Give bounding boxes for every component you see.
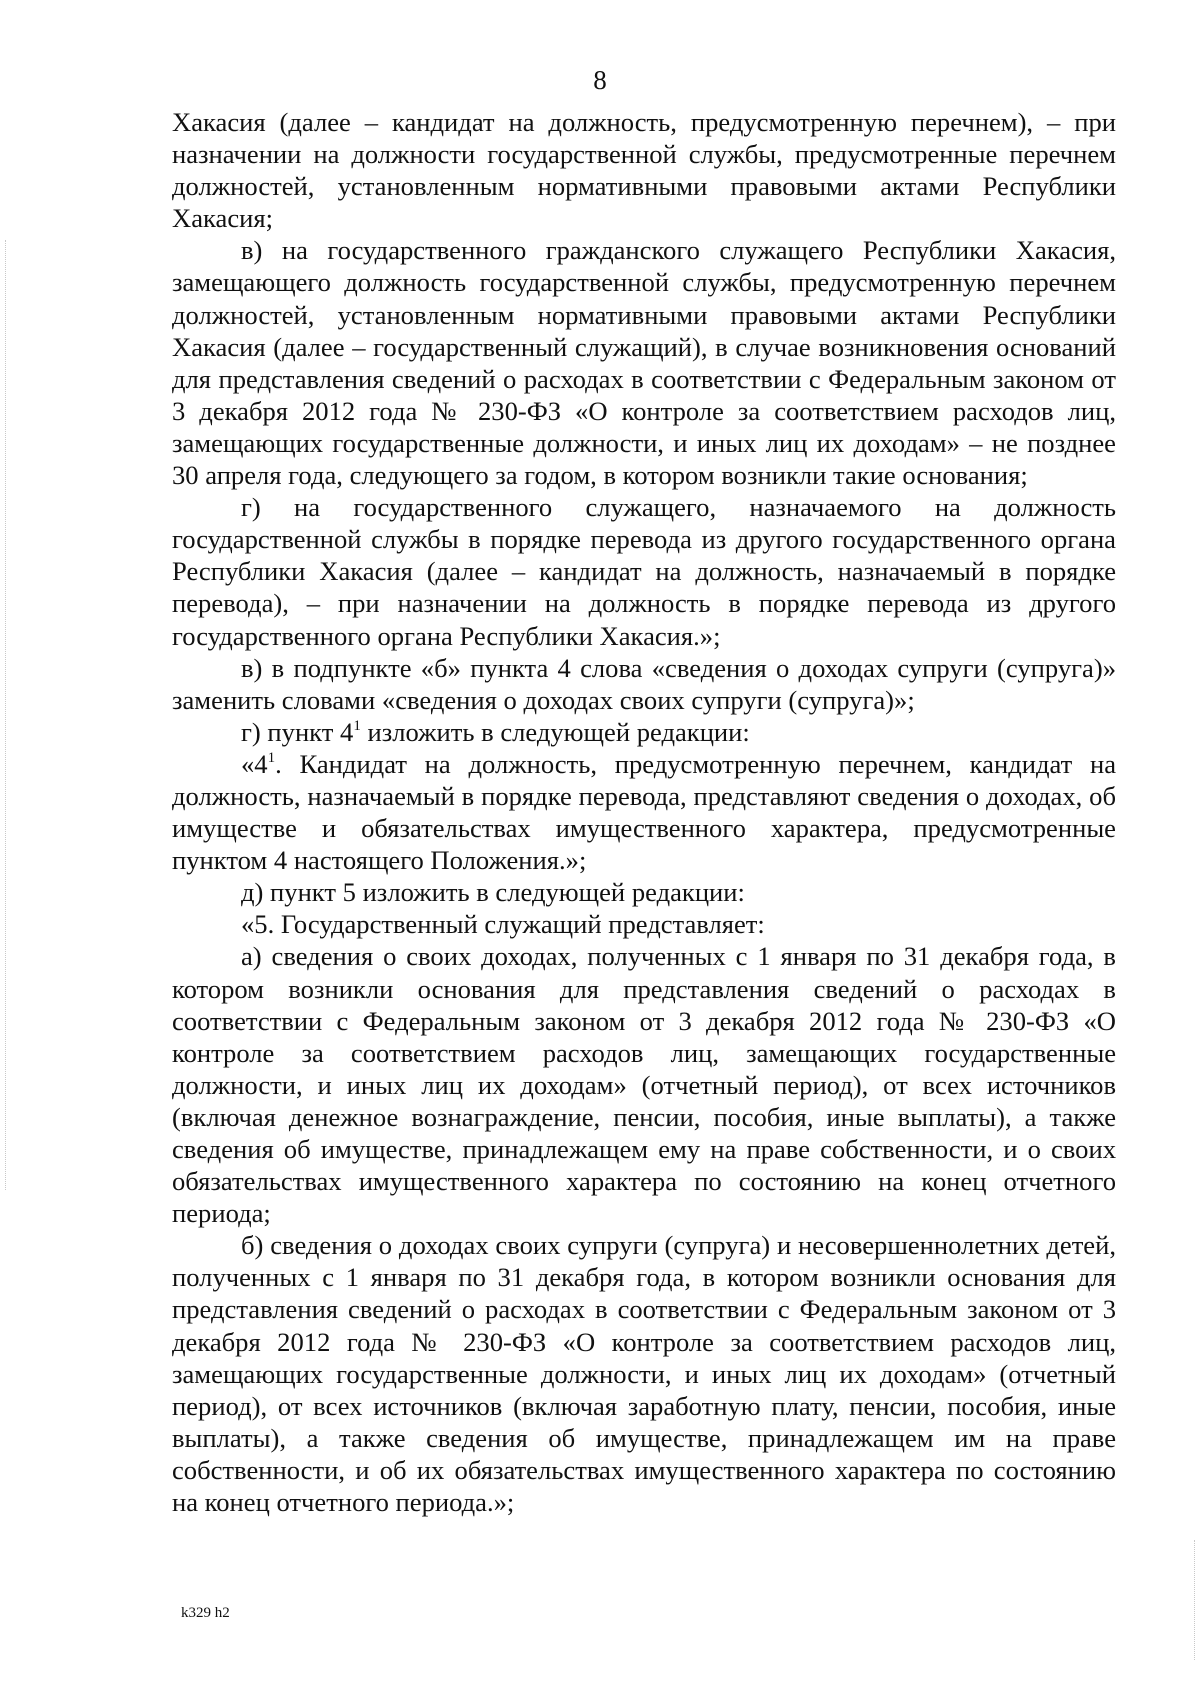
paragraph-quote-5: «5. Государственный служащий представляет: [241, 909, 765, 940]
page-number: 8 [593, 65, 607, 95]
quote-4-1-text-after: . Кандидат на должность, предусмотренную перечнем, кандидат на должность, назначаемый в порядке перевода, представляют сведения о доходах, об имуществе и обязательствах имущественного характера, предусмотренные пунктом 4 настоящего Положения.»; [172, 748, 1116, 876]
quote-4-1-superscript: 1 [267, 749, 276, 766]
paragraph-amendment-d: д) пункт 5 изложить в следующей редакции: [241, 877, 745, 908]
paragraph-quote-4-1 [172, 748, 1116, 876]
amendment-g-text-before: г) пункт 4 [241, 716, 354, 747]
quote-4-1-text-before: «4 [241, 748, 268, 779]
scan-edge-mark-right [1194, 1540, 1196, 1660]
amendment-g-text-after: изложить в следующей редакции: [360, 716, 750, 747]
paragraph-amendment-v: в) в подпункте «б» пункта 4 слова «сведения о доходах супруги (супруга)» заменить словами «сведения о доходах своих супруги (супруга)»; [172, 652, 1116, 715]
document-body [172, 106, 1116, 1518]
paragraph-item-v: в) на государственного гражданского служащего Республики Хакасия, замещающего должность государственной службы, предусмотренную перечнем должностей, установленным нормативными правовыми актами Республики Хакасия (далее – государственный служащий), в случае возникновения оснований для представления сведений о расходах в соответствии с Федеральным законом от 3 декабря 2012 года № 230-ФЗ «О контроле за соответствием расходов лиц, замещающих государственные должности, и иных лиц их доходам» – не позднее 30 апреля года, следующего за годом, в котором возникли такие основания; [172, 235, 1116, 491]
paragraph-subitem-b: б) сведения о доходах своих супруги (супруга) и несовершеннолетних детей, полученных с 1 января по 31 декабря года, в котором возникли основания для представления сведений о расходах в соответствии с Федеральным законом от 3 декабря 2012 года № 230-ФЗ «О контроле за соответствием расходов лиц, замещающих государственные должности, и иных лиц их доходам» (отчетный период), от всех источников (включая заработную плату, пенсии, пособия, иные выплаты), а также сведения об имуществе, принадлежащем им на праве собственности, и об их обязательствах имущественного характера по состоянию на конец отчетного периода.»; [172, 1230, 1116, 1518]
paragraph-continuation: Хакасия (далее – кандидат на должность, предусмотренную перечнем), – при назначении на должности государственной службы, предусмотренные перечнем должностей, установленным нормативными правовыми актами Республики Хакасия; [172, 107, 1116, 234]
paragraph-amendment-g [172, 716, 1116, 748]
paragraph-item-g: г) на государственного служащего, назначаемого на должность государственной службы в порядке перевода из другого государственного органа Республики Хакасия (далее – кандидат на должность, назначаемый в порядке перевода), – при назначении на должность в порядке перевода из другого государственного органа Республики Хакасия.»; [172, 492, 1116, 651]
footer-document-code: k329 h2 [181, 1605, 230, 1621]
scan-edge-mark [5, 240, 7, 1190]
amendment-g-superscript: 1 [353, 717, 361, 734]
paragraph-subitem-a: а) сведения о своих доходах, полученных с 1 января по 31 декабря года, в котором возникли основания для представления сведений о расходах в соответствии с Федеральным законом от 3 декабря 2012 года № 230-ФЗ «О контроле за соответствием расходов лиц, замещающих государственные должности, и иных лиц их доходам» (отчетный период), от всех источников (включая денежное вознаграждение, пенсии, пособия, иные выплаты), а также сведения об имуществе, принадлежащем ему на праве собственности, и о своих обязательствах имущественного характера по состоянию на конец отчетного периода; [172, 941, 1116, 1229]
